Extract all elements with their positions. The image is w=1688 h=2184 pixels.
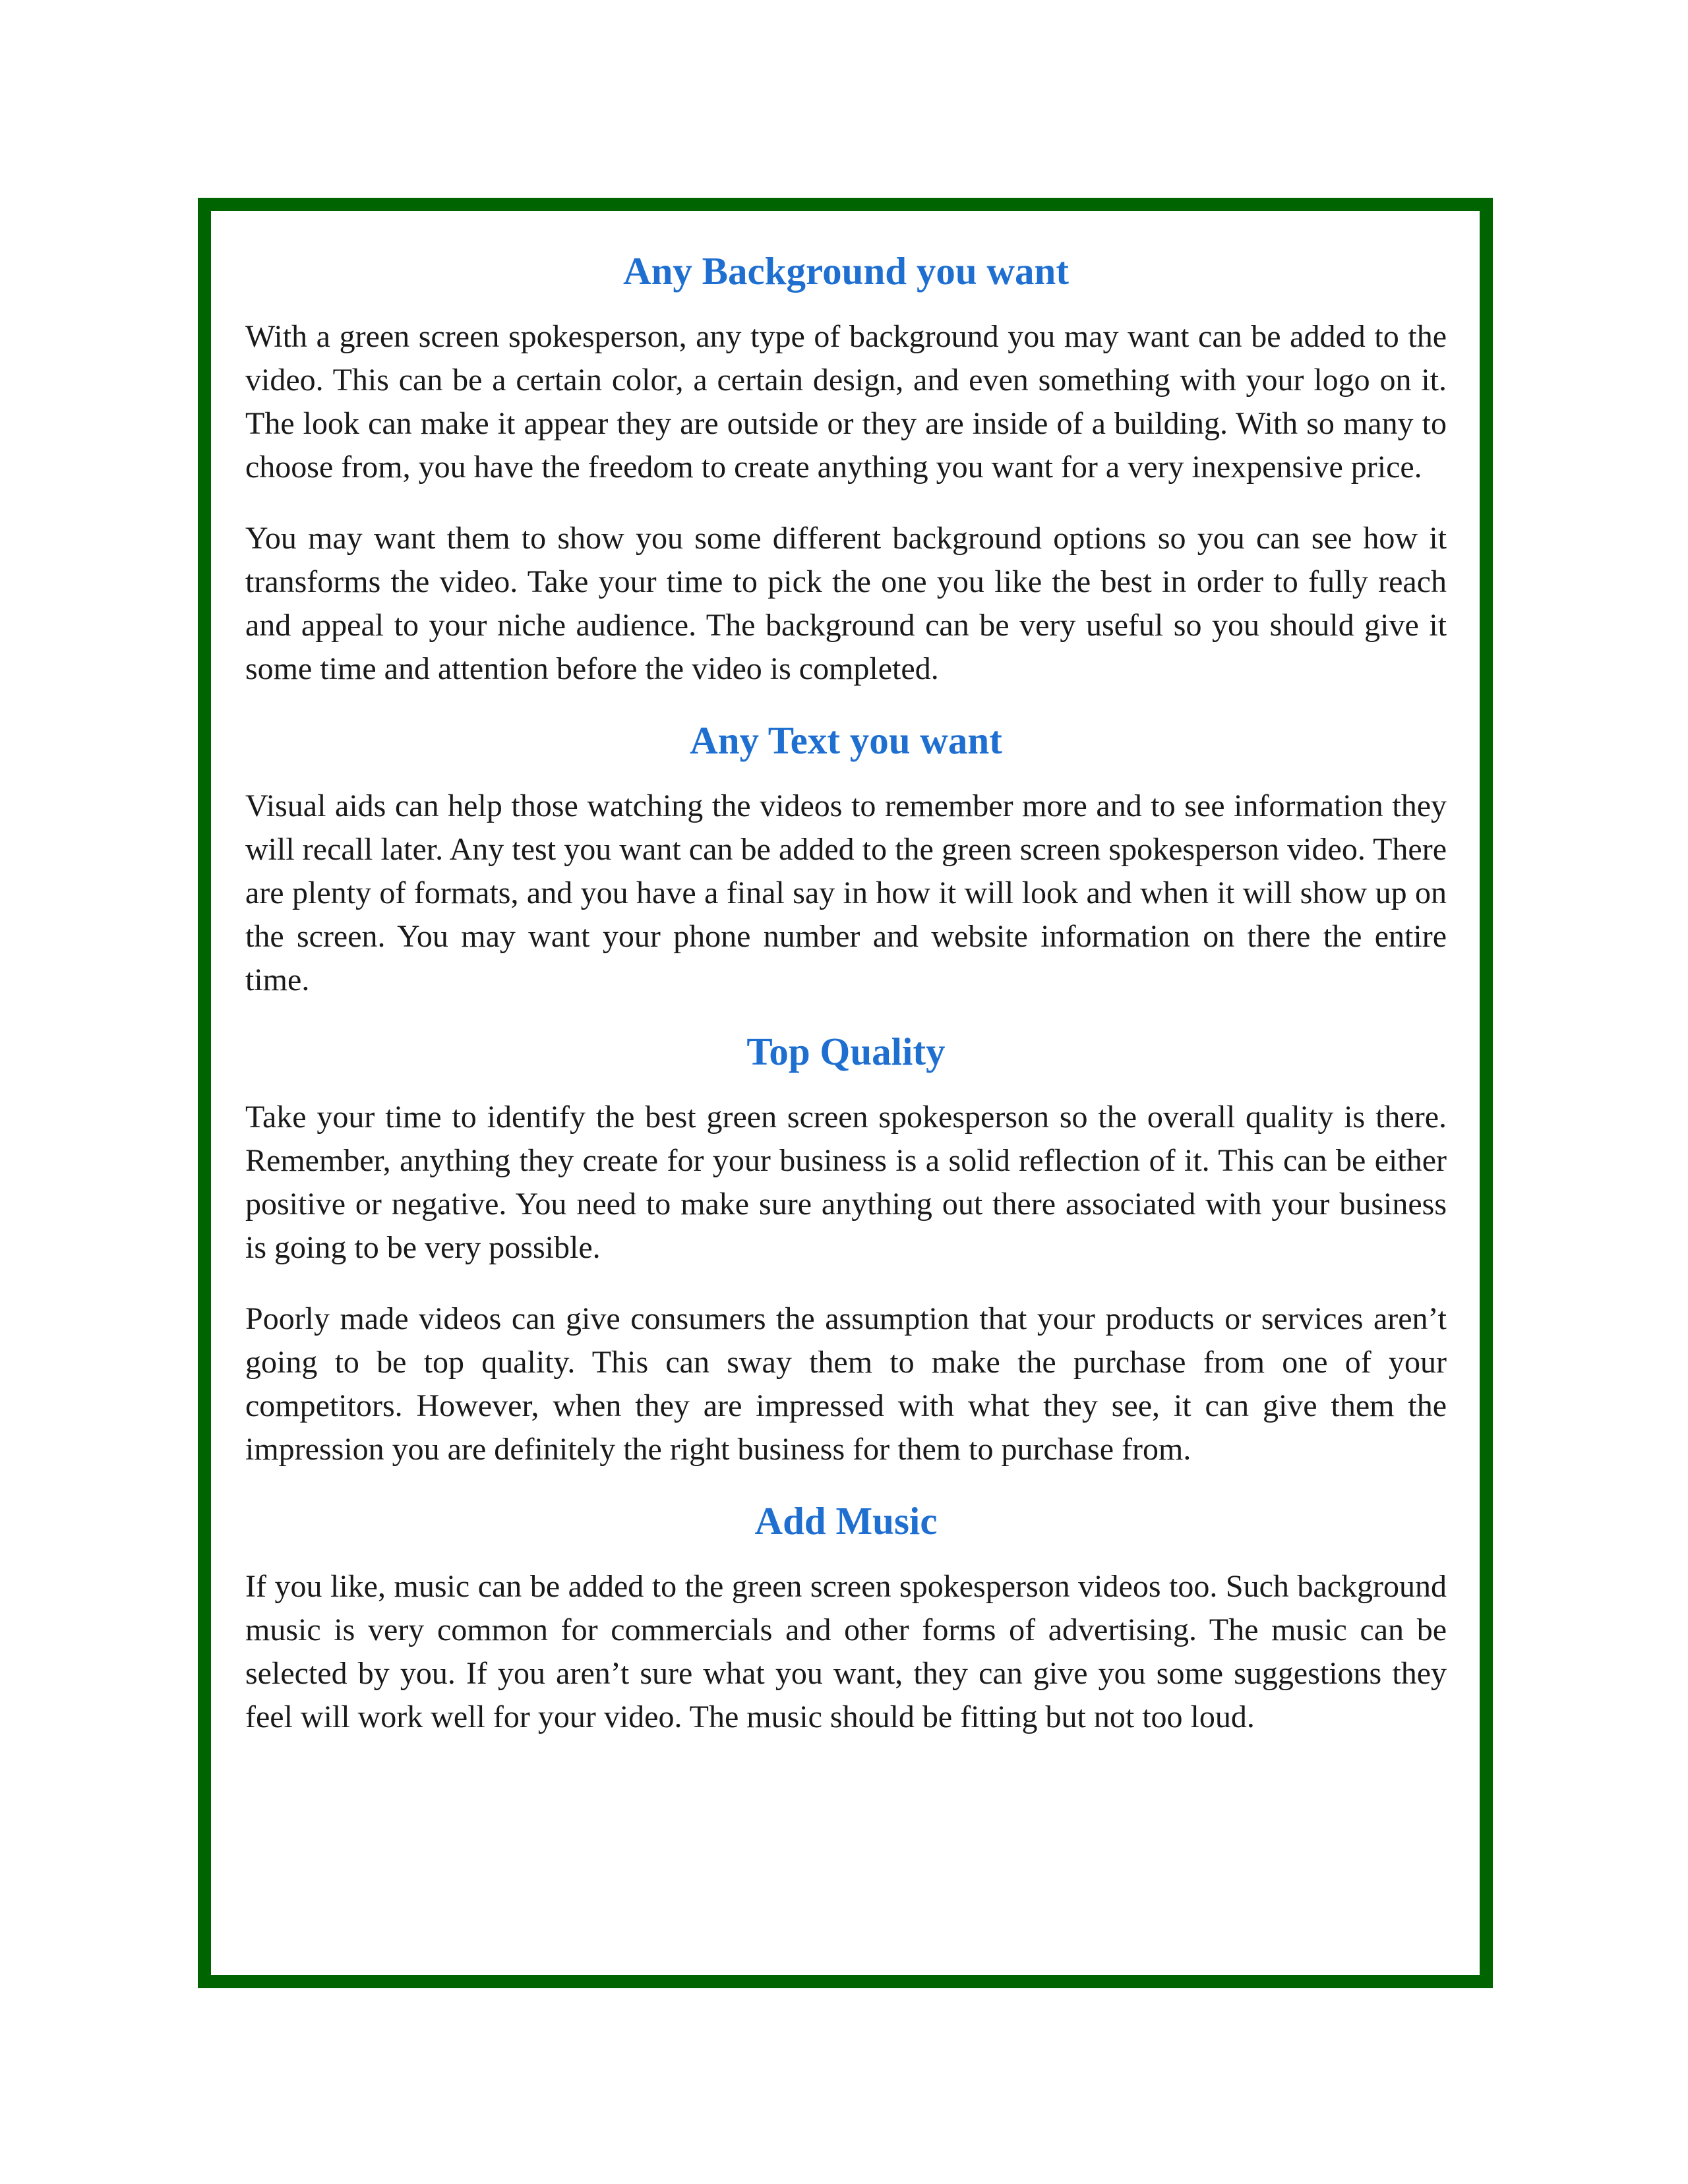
section-heading-text: Any Text you want [690,719,1002,762]
document-content [245,241,1447,1739]
paragraph-quality-1: Take your time to identify the best green screen spokesperson so the overall quality is there. Remember, anything they create for your business is a solid reflection of it. This can be either positive or negative. You need to make sure anything out there associated with your business is going to be very possible. [245,1100,1447,1265]
section-heading-background: Any Background you want [623,249,1069,293]
paragraph-music-1: If you like, music can be added to the green screen spokesperson videos too. Such background music is very common for commercials and other forms of advertising. The music can be selected by you. If you aren’t sure what you want, they can give you some suggestions they feel will work well for your video. The music should be fitting but not too loud. [245,1569,1447,1734]
paragraph-background-2: You may want them to show you some different background options so you can see how it transforms the video. Take your time to pick the one you like the best in order to fully reach and appeal to your niche audience. The background can be very useful so you should give it some time and attention before the video is completed. [245,521,1447,686]
paragraph-text-1: Visual aids can help those watching the videos to remember more and to see information they will recall later. Any test you want can be added to the green screen spokesperson video. There are plenty of formats, and you have a final say in how it will look and when it will show up on the screen. You may want your phone number and website information on there the entire time. [245,788,1447,997]
section-heading-music: Add Music [754,1499,938,1543]
paragraph-quality-2: Poorly made videos can give consumers the assumption that your products or services aren’t going to be top quality. This can sway them to make the purchase from one of your competitors. However, when they are impressed with what they see, it can give them the impression you are definitely the right business for them to purchase from. [245,1301,1447,1467]
section-heading-quality: Top Quality [746,1030,946,1073]
paragraph-background-1: With a green screen spokesperson, any type of background you may want can be added to the video. This can be a certain color, a certain design, and even something with your logo on it. The look can make it appear they are outside or they are inside of a building. With so many to choose from, you have the freedom to create anything you want for a very inexpensive price. [245,319,1447,485]
